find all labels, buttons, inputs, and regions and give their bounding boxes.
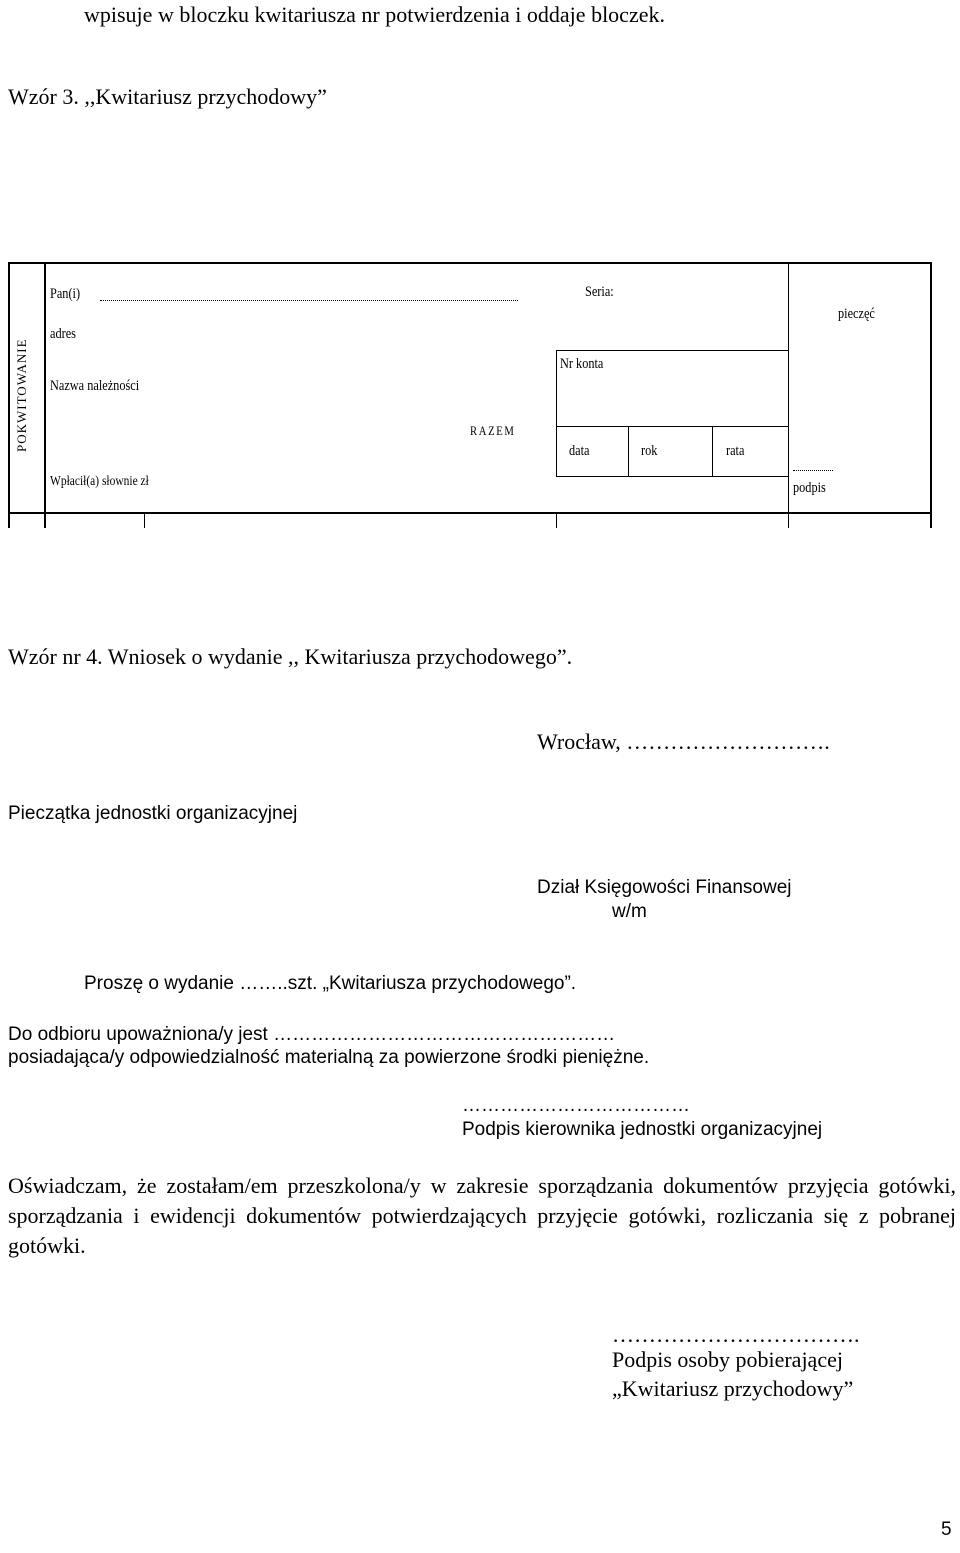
- wplacil-label: Wpłacił(a) słownie zł: [50, 474, 149, 489]
- heading-wzor-3: Wzór 3. ,,Kwitariusz przychodowy”: [8, 84, 327, 109]
- pan-label: Pan(i): [50, 286, 81, 302]
- stamp-label: Pieczątka jednostki organizacyjnej: [8, 803, 298, 824]
- rok-label: rok: [641, 443, 658, 459]
- podpis-label: podpis: [793, 480, 826, 496]
- manager-signature-label: Podpis kierownika jednostki organizacyjnej: [462, 1119, 823, 1140]
- page-number: 5: [941, 1519, 952, 1540]
- data-label: data: [569, 443, 590, 459]
- addressee-location: w/m: [612, 901, 647, 922]
- request-line: Proszę o wydanie ……..szt. „Kwitariusza przychodowego”.: [84, 973, 577, 994]
- declaration-paragraph: Oświadczam, że zostałam/em przeszkolona/y w zakresie sporządzania dokumentów przyjęcia gotówki, sporządzania i ewidencji dokumentów potwierdzających przyjęcie gotówki, rozliczania się z pobranej gotówki.: [8, 1173, 956, 1258]
- nr-konta-label: Nr konta: [560, 356, 604, 372]
- place-date: Wrocław, ……………………….: [537, 729, 830, 754]
- collector-document-name: „Kwitariusz przychodowy”: [612, 1376, 854, 1401]
- pan-dots: [100, 300, 518, 301]
- pieczec-label: pieczęć: [838, 306, 875, 322]
- nazwa-naleznosci-label: Nazwa należności: [50, 378, 140, 394]
- manager-signature-dots: ………………………………: [462, 1095, 690, 1116]
- rata-label: rata: [726, 443, 745, 459]
- adres-label: adres: [50, 326, 76, 342]
- liability-line: posiadająca/y odpowiedzialność materialną za powierzone środki pieniężne.: [8, 1047, 650, 1068]
- kwitariusz-form: [8, 262, 932, 528]
- collector-signature-dots: …………………………….: [612, 1322, 860, 1347]
- podpis-dots: [793, 470, 833, 471]
- pickup-line: Do odbioru upoważniona/y jest ………………………………………………: [8, 1024, 616, 1045]
- addressee-dept: Dział Księgowości Finansowej: [537, 877, 792, 898]
- pokwitowanie-label: POKWITOWANIE: [14, 338, 29, 452]
- razem-label: RAZEM: [470, 423, 516, 438]
- intro-line: wpisuje w bloczku kwitariusza nr potwierdzenia i oddaje bloczek.: [84, 2, 665, 27]
- collector-signature-label: Podpis osoby pobierającej: [612, 1347, 843, 1372]
- heading-wzor-4: Wzór nr 4. Wniosek o wydanie ,, Kwitariusza przychodowego”.: [8, 644, 573, 669]
- seria-label: Seria:: [585, 284, 614, 300]
